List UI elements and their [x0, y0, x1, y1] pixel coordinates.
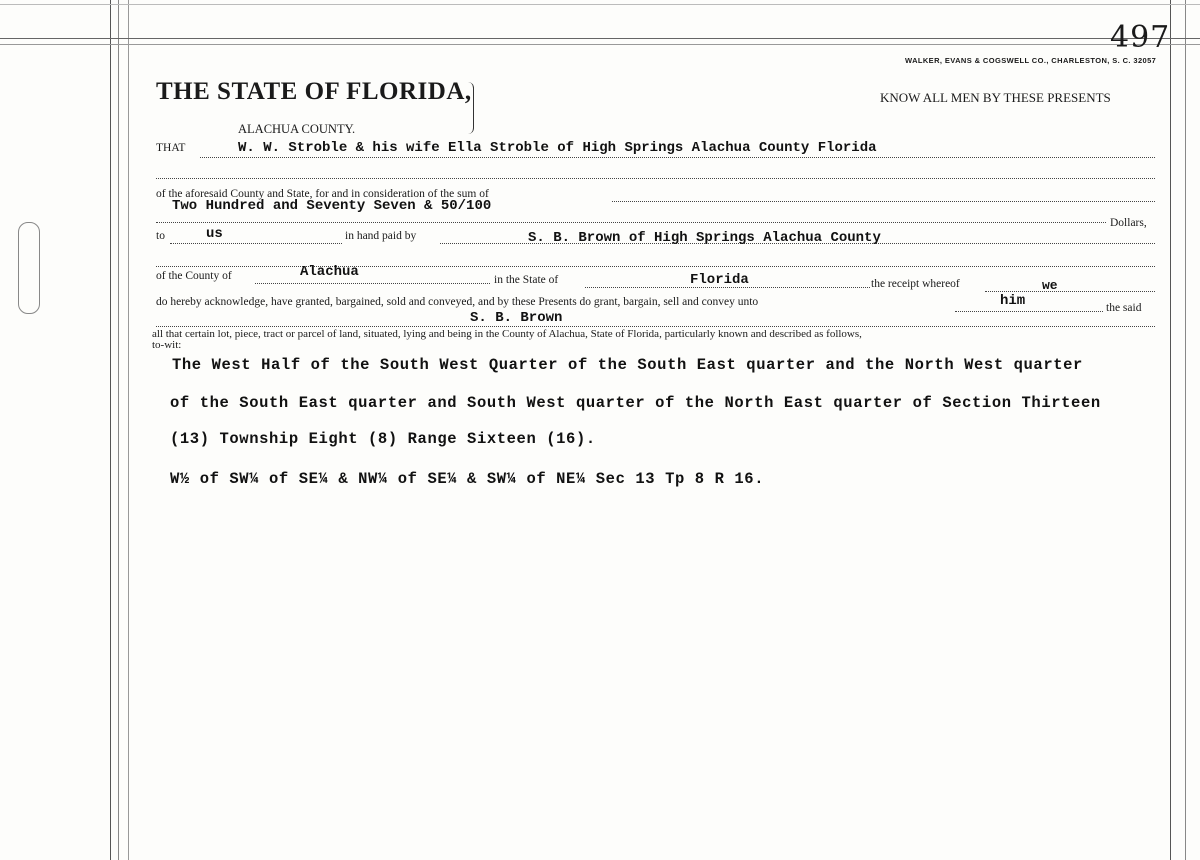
state-heading: THE STATE OF FLORIDA,	[156, 78, 472, 105]
blank-line-1	[156, 178, 1155, 179]
receipt-value: we	[1042, 278, 1058, 293]
sum-amount: Two Hundred and Seventy Seven & 50/100	[172, 198, 492, 214]
to-line	[170, 243, 342, 244]
description-line-3: (13) Township Eight (8) Range Sixteen (16).	[170, 430, 596, 448]
right-margin-line	[1170, 0, 1171, 860]
description-line-4: W½ of SW¼ of SE¼ & NW¼ of SE¼ & SW¼ of NE¼ Sec 13 Tp 8 R 16.	[170, 470, 765, 488]
county-of-label: of the County of	[156, 270, 232, 282]
to-wit: to-wit:	[152, 339, 182, 351]
county-heading: ALACHUA COUNTY.	[238, 122, 356, 136]
grantee-text: S. B. Brown	[470, 310, 563, 326]
right-edge-line	[1185, 0, 1186, 860]
top-rule-2	[0, 44, 1200, 45]
receipt-label: the receipt whereof	[871, 278, 960, 290]
all-that-text: all that certain lot, piece, tract or parcel of land, situated, lying and being in the County of Alachua, State of Florida, particularly known and described as follows,	[152, 328, 862, 340]
margin-line	[128, 0, 129, 860]
receipt-line	[985, 291, 1155, 292]
county-line	[255, 283, 490, 284]
county-value: Alachua	[300, 264, 359, 280]
to-label: to	[156, 230, 165, 242]
printer-imprint: WALKER, EVANS & COGSWELL CO., CHARLESTON, S. C. 32057	[905, 56, 1157, 65]
payer-text: S. B. Brown of High Springs Alachua County	[528, 230, 881, 246]
top-rule-3	[0, 4, 1200, 5]
to-value: us	[206, 226, 223, 242]
sum-line	[156, 222, 1106, 223]
left-binding-line	[110, 0, 111, 860]
page-number: 497	[1110, 20, 1171, 55]
paid-by-label: in hand paid by	[345, 230, 417, 242]
binder-hole	[18, 222, 40, 314]
grantors-text: W. W. Stroble & his wife Ella Stroble of High Springs Alachua County Florida	[238, 140, 877, 156]
grantors-line	[200, 157, 1155, 158]
dollars-label: Dollars,	[1110, 217, 1147, 229]
state-value: Florida	[690, 272, 749, 288]
left-binding-line-inner	[118, 0, 119, 860]
consideration-label: of the aforesaid County and State, for and in consideration of the sum of	[156, 188, 489, 200]
the-said-label: the said	[1106, 302, 1142, 314]
that-label: THAT	[156, 142, 186, 154]
convey-line	[955, 311, 1103, 312]
description-line-2: of the South East quarter and South West quarter of the North East quarter of Section Thirteen	[170, 394, 1101, 412]
acknowledge-text: do hereby acknowledge, have granted, bargained, sold and conveyed, and by these Presents do grant, bargain, sell and convey unto	[156, 296, 759, 308]
state-of-label: in the State of	[494, 274, 559, 286]
convey-value: him	[1000, 293, 1026, 309]
know-all-men: KNOW ALL MEN BY THESE PRESENTS	[880, 90, 1111, 105]
consideration-line	[612, 201, 1155, 202]
brace	[467, 82, 474, 134]
description-line-1: The West Half of the South West Quarter of the South East quarter and the North West quarter	[172, 356, 1083, 374]
top-rule	[0, 38, 1200, 39]
grantee-line	[156, 326, 1155, 327]
